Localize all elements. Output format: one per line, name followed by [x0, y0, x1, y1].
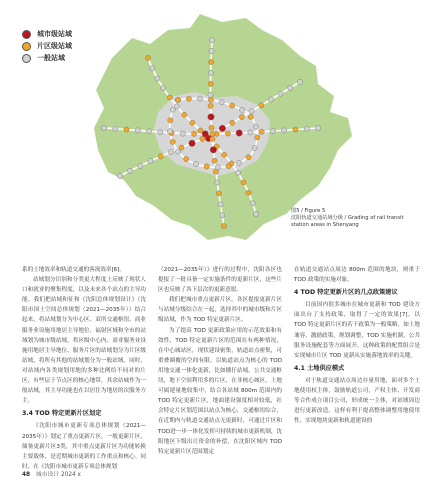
legend-item-general: [22, 52, 72, 64]
station-marker: [158, 130, 163, 135]
station-marker: [235, 170, 240, 175]
station-marker: [138, 163, 143, 168]
station-marker: [124, 127, 129, 132]
section-heading: 4 TOD 特定更新片区的几点政策建议: [294, 289, 398, 297]
section-heading: 4.1 土地供应模式: [294, 364, 345, 372]
station-marker: [200, 136, 205, 141]
legend-label: 片区级站域: [37, 42, 72, 50]
station-marker: [252, 146, 257, 151]
station-marker: [189, 140, 195, 146]
station-marker: [216, 191, 221, 196]
station-marker: [198, 128, 203, 133]
station-marker: [208, 70, 213, 75]
station-marker: [219, 125, 225, 131]
station-marker: [209, 125, 214, 130]
station-marker: [249, 109, 254, 114]
paragraph: 站域划分识别和分类更大程度上反映了现状人口和就业的聚集程度，以及未来各个站点的主导功能。我们把站域和征和《沈阳总体规划设计》（沈阳市国土空间总体规划（2021—2035年））结合起来，将站域划分为中心区、双所交通枢纽、商业服务业设施用地居主导地位、福射区域和全市的站域划为城市级站域，将区级中心内、商业服务业设施用地居主导地位、服务片区的站域划分为片区级站域，将所有其他的站域划分为一般站域。同时，对站域内各类规划用地的多种比例给不同对的片区，有些层于节点区的核心地带，其余站城作为一般站域，其主导功能也在以居住为地居的次服务方主。: [22, 277, 146, 405]
station-marker: [155, 76, 160, 81]
figure-caption: [291, 208, 425, 229]
station-marker: [167, 129, 172, 134]
station-marker: [248, 130, 253, 135]
station-marker: [161, 86, 166, 91]
map-legend: [22, 28, 72, 64]
text-column-1: [22, 265, 146, 472]
station-marker: [297, 79, 302, 84]
station-marker: [259, 129, 264, 134]
station-marker: [215, 180, 220, 185]
station-marker: [190, 120, 195, 125]
station-marker: [240, 107, 245, 112]
text-column-3: [294, 265, 420, 426]
station-marker: [241, 180, 246, 185]
station-marker: [278, 91, 283, 96]
station-marker: [209, 59, 214, 64]
station-marker: [259, 103, 264, 108]
station-marker: [246, 190, 251, 195]
station-marker: [293, 127, 298, 132]
city-level-dot-icon: [22, 30, 31, 39]
station-marker: [212, 158, 217, 163]
station-marker: [253, 211, 258, 216]
paragraph: 《沈阳市城市更新专项总体规划（2021—2035年）》划定了重点更新片区，一般更新片区，储备更新片区3类，其中重点更新片区为功能转换主要载体，是近期城市更新的工作重点和核心。同时，在《沈阳市城市更新专项总体规划: [22, 423, 146, 470]
station-marker: [222, 152, 227, 157]
station-marker: [208, 92, 213, 97]
station-marker: [146, 129, 151, 134]
station-marker: [176, 149, 181, 154]
station-marker: [239, 114, 244, 119]
page-number: 48: [22, 472, 31, 478]
station-marker: [184, 156, 189, 161]
station-marker: [210, 136, 215, 141]
station-marker: [225, 131, 230, 136]
station-marker: [210, 131, 215, 136]
station-marker: [148, 158, 153, 163]
paragraph: 目前国内很多城市在城市更新和 TOD 建设方面出台了支持政策，取得了一定的效果[7]。以 TOD 特定更新片区的若干政策为一般策略，如土地兼容，激励政策，规划调整，TOD 实施机制，公共服务设施配套等方面展开，这种政策的配置组合是实现城市片区 TOD 更新从实施落地效率的关键。: [294, 302, 420, 359]
station-marker: [145, 55, 150, 60]
station-marker: [182, 112, 187, 117]
station-marker: [208, 81, 213, 86]
station-marker: [220, 213, 225, 218]
general-level-dot-icon: [22, 54, 31, 63]
article-body: [22, 265, 420, 470]
text-column-2: [158, 265, 282, 457]
station-marker: [315, 125, 320, 130]
paragraph: 对于轨道交通站点周边存量用地，面对多个土地使用权主体，鼓励轨道公司，产权主体、开发商等合作成立项目公司，形成统一主体，对站域周边进行更新改造。这样有利于提高整体调整用地使用性、实现地块更新和轨道建设的: [294, 377, 420, 425]
station-marker: [304, 126, 309, 131]
station-marker: [221, 223, 226, 228]
caption-title-1: 沈阳轨道交通站域分级 / Grading of rail transit: [291, 215, 404, 221]
paragraph: （2021—2035年）》进行的过程中，沈阳各区也提报了一批具备一定实施条件的更新片区，这些片区也反映了各下层次的更新意愿。: [158, 267, 282, 294]
paragraph: 我们把城市重点更新片区，各区提报更新片区与站域分级结合在一起，选择其中的城市级和片区级站域，作为 TOD 特定更新片区。: [158, 297, 282, 324]
page-footer: [22, 469, 81, 478]
station-marker: [288, 85, 293, 90]
station-marker: [236, 130, 242, 136]
station-marker: [169, 149, 174, 154]
station-marker: [250, 201, 255, 206]
station-marker: [170, 139, 175, 144]
legend-item-district: [22, 40, 72, 52]
station-marker: [255, 135, 260, 140]
legend-item-city: [22, 28, 72, 40]
station-marker: [167, 95, 172, 100]
station-marker: [186, 96, 191, 101]
station-marker: [210, 147, 216, 153]
station-marker: [282, 128, 287, 133]
station-marker: [113, 126, 118, 131]
section-heading: 3.4 TOD 特定更新片区划定: [22, 410, 102, 418]
station-marker: [192, 131, 197, 136]
station-marker: [180, 131, 185, 136]
station-marker: [237, 160, 242, 165]
station-marker: [208, 97, 213, 102]
station-marker: [270, 129, 275, 134]
station-marker: [209, 48, 214, 53]
station-marker: [246, 155, 251, 160]
station-marker: [226, 164, 231, 169]
station-marker: [268, 97, 273, 102]
paragraph: 为了提高 TOD 更新政策应用的示范效果和有效性，TOD 特定更新片区的范围在有两种情况，在中心城站区，现状建设密集，轨道站点密集，可重叠圈覆的空间有限，以轨道站点为核心的 TOD 用地交通一体化更新，比如播仔站域。公共交通枢纽，地下空间利用多的片区，在非核心城区，土地可属建量地较集中，结合各站域 800m 范围内的 TOD 特定更新片区，地面建设强度相对较低，社会特定片区划范围以站点为核心，交通枢纽综合，在近期内与轨道交通站点无更新时，可通过片区和TOD进一步一体化发挥可持续的城市更新机制，沈阳地区下级出让资金的补偿，在沈阳区域内 TOD 特定更新片区范围划定: [158, 327, 283, 455]
station-marker: [150, 66, 155, 71]
caption-title-2: station areas in Shenyang: [291, 222, 359, 228]
station-marker: [248, 114, 253, 119]
caption-number: 图5 / Figure 5: [291, 208, 326, 214]
station-marker: [208, 114, 214, 120]
station-marker: [230, 103, 235, 108]
district-level-dot-icon: [22, 42, 31, 51]
legend-label: 一般站域: [37, 54, 65, 62]
station-marker: [170, 107, 175, 112]
station-marker: [215, 165, 220, 170]
station-marker: [175, 97, 180, 102]
station-marker: [230, 120, 235, 125]
station-marker: [101, 125, 106, 130]
station-marker: [193, 161, 198, 166]
station-marker: [253, 124, 258, 129]
station-marker: [158, 154, 163, 159]
station-marker: [168, 118, 173, 123]
station-marker: [218, 202, 223, 207]
journal-name: 城市设计 2024 x: [35, 472, 81, 478]
station-marker: [204, 164, 209, 169]
station-marker: [208, 103, 213, 108]
station-marker: [117, 173, 122, 178]
station-marker: [127, 168, 132, 173]
station-marker: [197, 96, 202, 101]
station-marker: [219, 100, 224, 105]
paragraph: 系的土地效率和轨道交通的客流效率[6]。: [22, 267, 126, 273]
paragraph: 在轨道交通站点周边 800m 范围的地块，则重于 TOD 政策的实施对象。: [294, 267, 420, 284]
legend-label: 城市级站域: [37, 30, 72, 38]
station-marker: [135, 128, 140, 133]
station-marker: [209, 37, 214, 42]
